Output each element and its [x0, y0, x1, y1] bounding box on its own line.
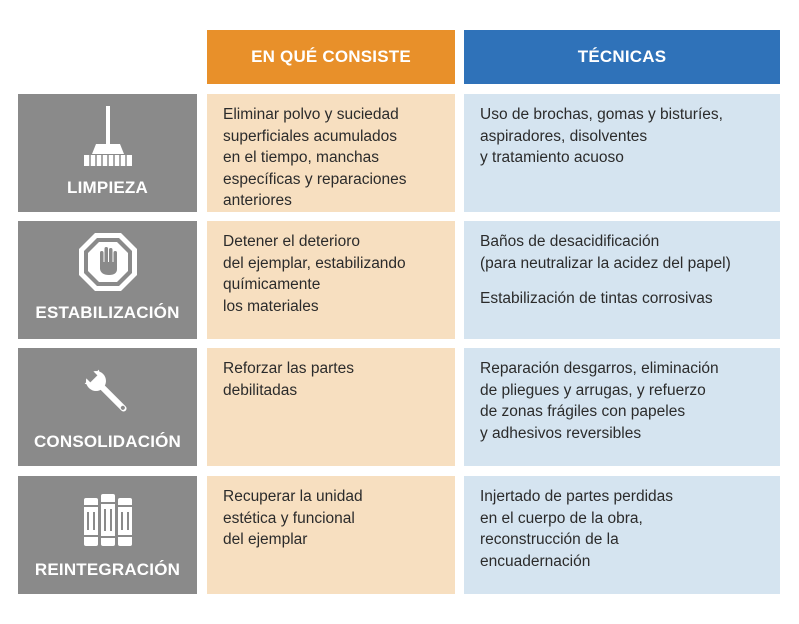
text-line: específicas y reparaciones: [223, 170, 407, 188]
cell-consiste-estabilizacion: [207, 221, 455, 339]
text-line: en el cuerpo de la obra,: [480, 509, 643, 527]
cell-tecnicas-limpieza: [464, 94, 780, 212]
header-tecnicas: TÉCNICAS: [464, 30, 780, 84]
row-label-estabilizacion: [18, 221, 197, 339]
text-line: de pliegues y arrugas, y refuerzo: [480, 381, 706, 399]
cell-consiste-limpieza: [207, 94, 455, 212]
text-line: los materiales: [223, 297, 319, 315]
cell-tecnicas-reintegracion: [464, 476, 780, 594]
wrench-icon: [81, 366, 135, 425]
books-icon: [82, 492, 134, 553]
row-title: REINTEGRACIÓN: [34, 560, 181, 579]
text-line: Injertado de partes perdidas: [480, 488, 674, 505]
row-title: LIMPIEZA: [67, 178, 148, 197]
text-line: reconstrucción de la: [480, 531, 619, 548]
row-label-reintegracion: [18, 476, 197, 594]
cell-tecnicas-estabilizacion: [464, 221, 780, 339]
text-line: anteriores: [223, 192, 292, 209]
text-line: del ejemplar: [223, 531, 308, 548]
text-line: Baños de desacidificación: [480, 233, 660, 250]
text-line: aspiradores, disolventes: [480, 127, 648, 145]
text-line: de zonas frágiles con papeles: [480, 403, 686, 420]
row-title: ESTABILIZACIÓN: [35, 303, 180, 322]
row-title: CONSOLIDACIÓN: [33, 432, 182, 451]
text-line: químicamente: [223, 276, 321, 293]
cell-consiste-consolidacion: [207, 348, 455, 466]
header-en-que-consiste: EN QUÉ CONSISTE: [207, 30, 455, 84]
cell-consiste-reintegracion: [207, 476, 455, 594]
row-label-limpieza: [18, 94, 197, 212]
text-line: del ejemplar, estabilizando: [223, 254, 406, 272]
text-line: Uso de brochas, gomas y bisturíes,: [480, 106, 723, 123]
stop-hand-octagon-icon: [77, 231, 139, 298]
text-line: en el tiempo, manchas: [223, 149, 379, 166]
cell-tecnicas-consolidacion: [464, 348, 780, 466]
text-line: (para neutralizar la acidez del papel): [480, 254, 731, 272]
text-line: y tratamiento acuoso: [480, 149, 624, 166]
row-label-consolidacion: [18, 348, 197, 466]
text-line: Estabilización de tintas corrosivas: [480, 290, 713, 307]
text-line: Reparación desgarros, eliminación: [480, 360, 719, 377]
text-line: debilitadas: [223, 381, 298, 399]
text-line: encuadernación: [480, 552, 591, 570]
text-line: y adhesivos reversibles: [480, 424, 642, 442]
text-line: Eliminar polvo y suciedad: [223, 106, 399, 123]
text-line: Detener el deterioro: [223, 233, 360, 250]
text-line: Reforzar las partes: [223, 360, 354, 377]
broom-icon: [80, 106, 136, 171]
text-line: superficiales acumulados: [223, 127, 398, 145]
text-line: Recuperar la unidad: [223, 488, 363, 505]
text-line: estética y funcional: [223, 509, 355, 527]
